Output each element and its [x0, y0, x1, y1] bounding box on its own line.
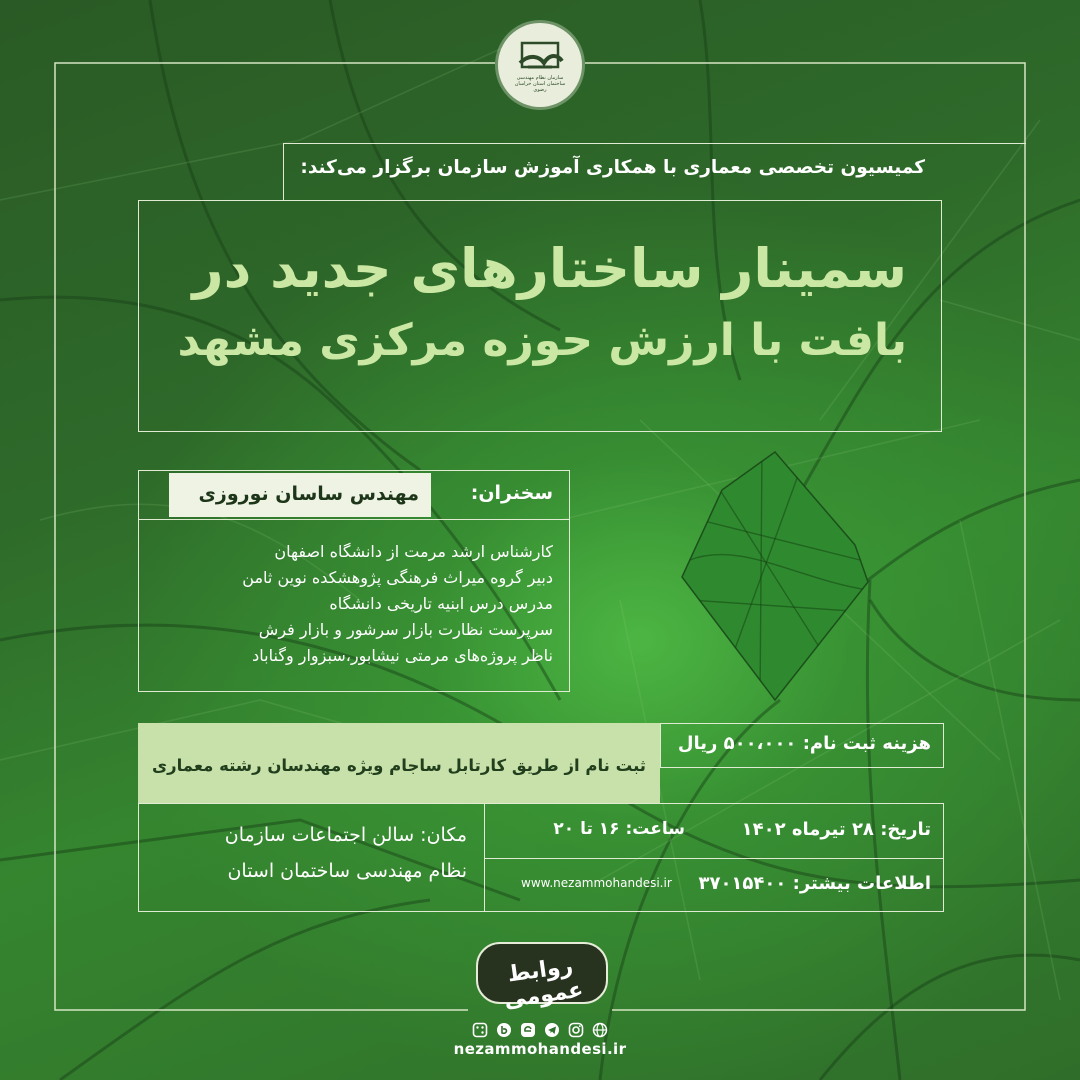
registration-note: ثبت نام از طریق کارتابل ساجام ویژه مهندسان رشته معماری: [151, 756, 646, 775]
registration-fee: هزینه ثبت نام: ۵۰۰،۰۰۰ ریال: [677, 733, 931, 754]
event-date: تاریخ: ۲۸ تیرماه ۱۴۰۲: [741, 819, 931, 840]
speaker-label: سخنران:: [470, 482, 553, 504]
speaker-name-box: [169, 473, 431, 517]
organization-emblem-icon: [498, 23, 582, 107]
speaker-name: مهندس ساسان نوروزی: [198, 483, 419, 505]
registration-fee-box: [660, 723, 944, 768]
speaker-box: [138, 470, 570, 692]
telegram-icon: [544, 1022, 560, 1038]
organization-logo-text: سازمان نظام مهندسی ساختمان استان خراسان رضوی: [514, 75, 566, 93]
organizer-line: کمیسیون تخصصی معماری با همکاری آموزش سازمان برگزار می‌کند:: [300, 157, 925, 178]
bio-line: کارشناس ارشد مرمت از دانشگاه اصفهان: [274, 542, 553, 561]
event-details-box: [138, 803, 944, 912]
bale-icon: [496, 1022, 512, 1038]
footer-site: nezammohandesi.ir: [453, 1040, 627, 1058]
contact-phone: اطلاعات بیشتر: ۳۷۰۱۵۴۰۰: [698, 873, 931, 894]
social-icons: [472, 1022, 608, 1038]
globe-icon: [592, 1022, 608, 1038]
seminar-title-line-1: سمینار ساختارهای جدید در: [192, 237, 907, 300]
eitaa-icon: [520, 1022, 536, 1038]
seminar-title-line-2: بافت با ارزش حوزه مرکزی مشهد: [177, 315, 907, 366]
public-relations-logo: [476, 942, 608, 1014]
organization-logo: [498, 23, 582, 107]
bio-line: ناظر پروژه‌های مرمتی نیشابور،سبزوار وگناباد: [252, 646, 553, 665]
website-url: www.nezammohandesi.ir: [521, 876, 672, 890]
details-divider-horizontal: [484, 858, 943, 859]
event-time: ساعت: ۱۶ تا ۲۰: [553, 819, 685, 839]
title-box: [138, 200, 942, 432]
instagram-icon: [568, 1022, 584, 1038]
rubika-icon: [472, 1022, 488, 1038]
venue-line-1: مکان: سالن اجتماعات سازمان: [224, 824, 467, 846]
bio-line: مدرس درس ابنیه تاریخی دانشگاه: [329, 594, 553, 613]
speaker-header: [139, 471, 569, 520]
venue-line-2: نظام مهندسی ساختمان استان: [227, 860, 467, 882]
bio-line: دبیر گروه میراث فرهنگی پژوهشکده نوین ثامن: [242, 568, 553, 587]
public-relations-logo-text: روابط عمومی: [502, 953, 585, 1014]
bio-line: سرپرست نظارت بازار سرشور و بازار فرش: [258, 620, 553, 639]
registration-note-box: [138, 723, 660, 803]
speaker-bio: [155, 539, 553, 669]
